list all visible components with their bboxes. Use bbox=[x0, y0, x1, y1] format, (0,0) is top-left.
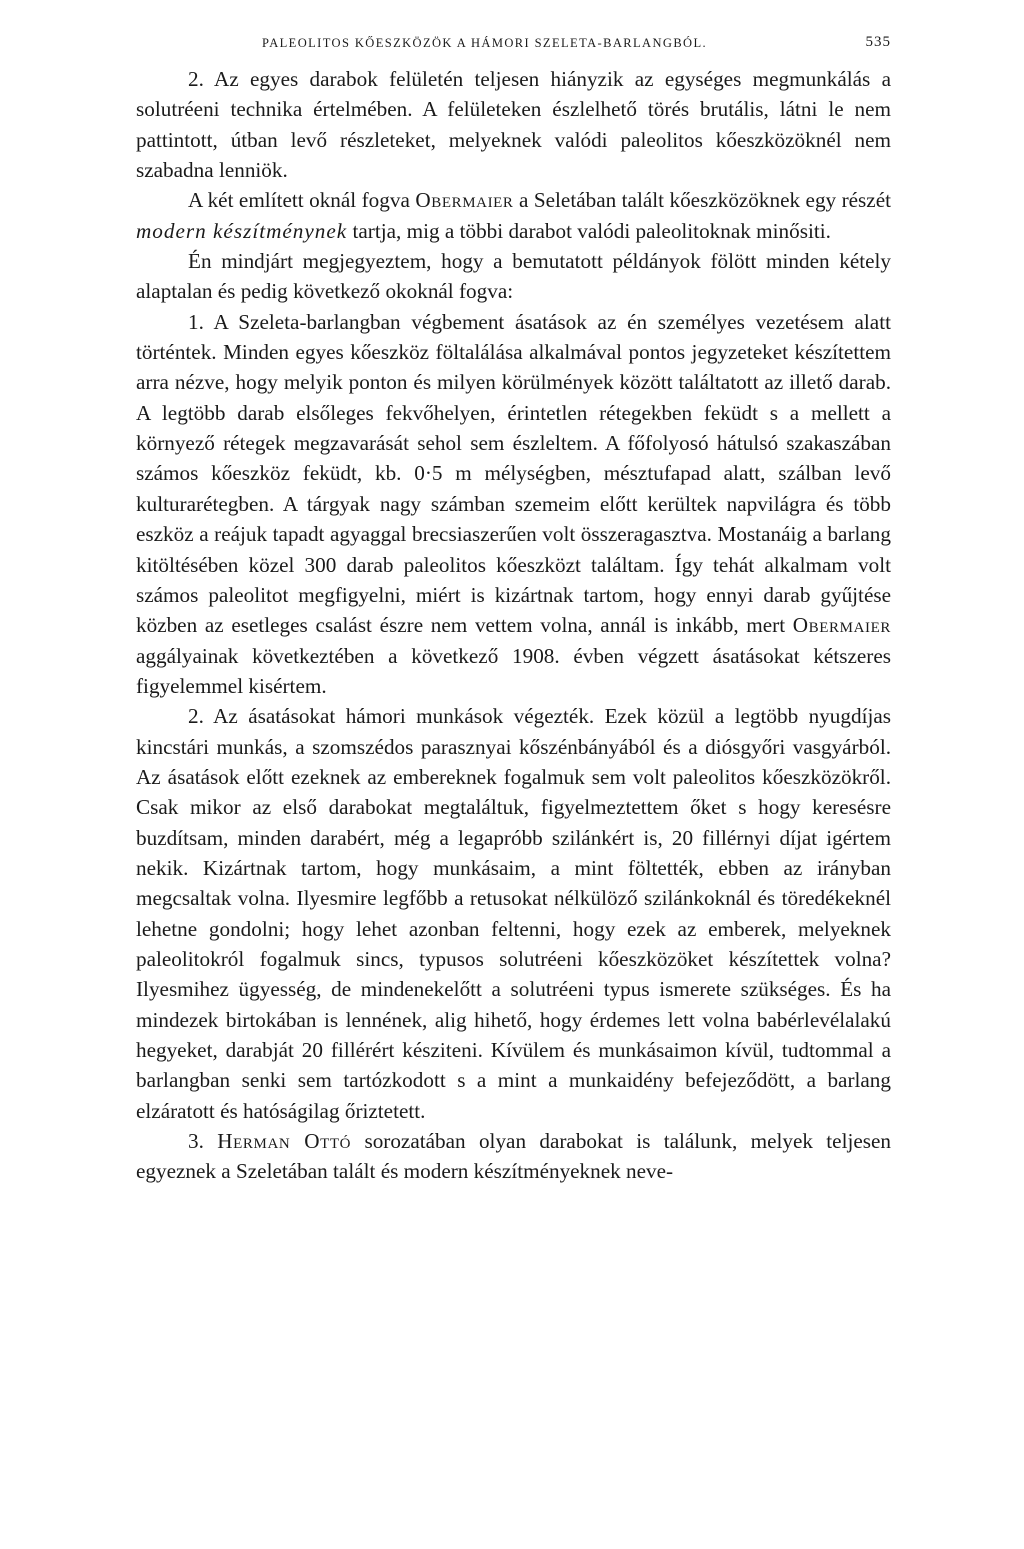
author-name-obermaier: Obermaier bbox=[792, 613, 891, 638]
paragraph-4-text-a: 1. A Szeleta-barlangban végbement ásatások az én személyes vezetésem alatt történtek. Minden egyes kőeszköz föltalálása alkalmával pontos jegyzeteket készítettem arra nézve, hogy melyik ponton és milyen körülmények között találtatott az illető darab. A legtöbb darab elsőleges fekvőhelyen, érintetlen rétegekben feküdt s a mellett a környező rétegek megzavarását sehol sem észleltem. A főfolyosó hátulsó szakaszában számos kőeszköz feküdt, kb. 0·5 m mélységben, mésztufapad alatt, szálban levő kulturarétegben. A tárgyak nagy számban szemeim előtt kerültek napvilágra és több eszköz a reájuk tapadt agyaggal brecsiaszerűen volt összeragasztva. Mostanáig a barlang kitöltésében közel 300 darab paleolitos kőeszközt találtam. Így tehát alkalmam volt számos paleolitot megfigyelni, miért is kizártnak tartom, hogy ennyi darab gyűjtése közben az esetleges csalást észre nem vettem volna, annál is inkább, mert bbox=[136, 309, 891, 638]
page-header bbox=[136, 30, 891, 58]
paragraph-6-text-b: sorozatában olyan darabokat is találunk, melyek teljesen egyeznek a Szeletában talált és modern készítményeknek neve- bbox=[136, 1129, 892, 1184]
page-number: 535 bbox=[865, 34, 891, 50]
running-title: PALEOLITOS KŐESZKÖZÖK A HÁMORI SZELETA-BARLANGBÓL. bbox=[262, 36, 708, 50]
paragraph-1 bbox=[136, 64, 891, 185]
author-name-obermaier: Obermaier bbox=[415, 188, 514, 213]
paragraph-6 bbox=[136, 1126, 891, 1187]
paragraph-2-text-c: tartja, mig a többi darabot valódi paleolitoknak minősiti. bbox=[347, 218, 831, 243]
paragraph-2 bbox=[136, 185, 891, 246]
paragraph-2-text-a: A két említett oknál fogva bbox=[188, 188, 416, 213]
paragraph-2-text-b: a Seletában talált kőeszközöknek egy részét bbox=[513, 188, 891, 213]
paragraph-6-text-a: 3. bbox=[188, 1129, 218, 1154]
author-name-herman-otto: Herman Ottó bbox=[217, 1129, 352, 1154]
body-text bbox=[136, 64, 891, 1187]
document-page bbox=[136, 30, 891, 1187]
paragraph-5 bbox=[136, 701, 891, 1126]
paragraph-4-text-b: aggályainak következtében a következő 1908. évben végzett ásatásokat kétszeres figyelemmel kisértem. bbox=[136, 643, 891, 698]
paragraph-1-text: 2. Az egyes darabok felületén teljesen hiányzik az egységes megmunkálás a solutréeni technika értelmében. A felületeken észlelhető törés brutális, látni le nem pattintott, útban levő részleteket, melyeknek valódi paleolitos kőeszközöknél nem szabadna lenniök. bbox=[136, 67, 891, 183]
paragraph-5-text: 2. Az ásatásokat hámori munkások végezték. Ezek közül a legtöbb nyugdíjas kincstári munkás, a szomszédos parasznyai kőszénbányából és a diósgyőri vasgyárból. Az ásatások előtt ezeknek az embereknek fogalmuk sem volt paleolitos kőeszközökről. Csak mikor az első darabokat megtaláltuk, figyelmeztettem őket s hogy keresésre buzdítsam, minden darabért, még a legapróbb szilánkért is, 20 fillérnyi díjat igértem nekik. Kizártnak tartom, hogy munkásaim, a mint föltették, ebben az irányban megcsaltak volna. Ilyesmire legfőbb a retusokat nélkülöző szilánkoknál és töredékeknél lehetne gondolni; hogy lehet azonban feltenni, hogy ezek az emberek, melyeknek paleolitokról fogalmuk sincs, typusos solutréeni kőeszközöket készítettek volna? Ilyesmihez ügyesség, de mindenekelőtt a solutréeni typus ismerete szükséges. És ha mindezek birtokában is lennének, alig hihető, hogy érdemes lett volna babérlevélalakú hegyeket, darabját 20 fillérért késziteni. Kívülem és munkásaimon kívül, tudtommal a barlangban senki sem tartózkodott s a mint a munkaidény befejeződött, a barlang elzáratott és hatóságilag őriztetett. bbox=[136, 704, 891, 1123]
paragraph-4 bbox=[136, 307, 891, 701]
emphasized-phrase: modern készítménynek bbox=[136, 218, 348, 243]
paragraph-3 bbox=[136, 246, 891, 307]
paragraph-3-text: Én mindjárt megjegyeztem, hogy a bemutatott példányok fölött minden kétely alaptalan és pedig következő okoknál fogva: bbox=[136, 249, 891, 304]
